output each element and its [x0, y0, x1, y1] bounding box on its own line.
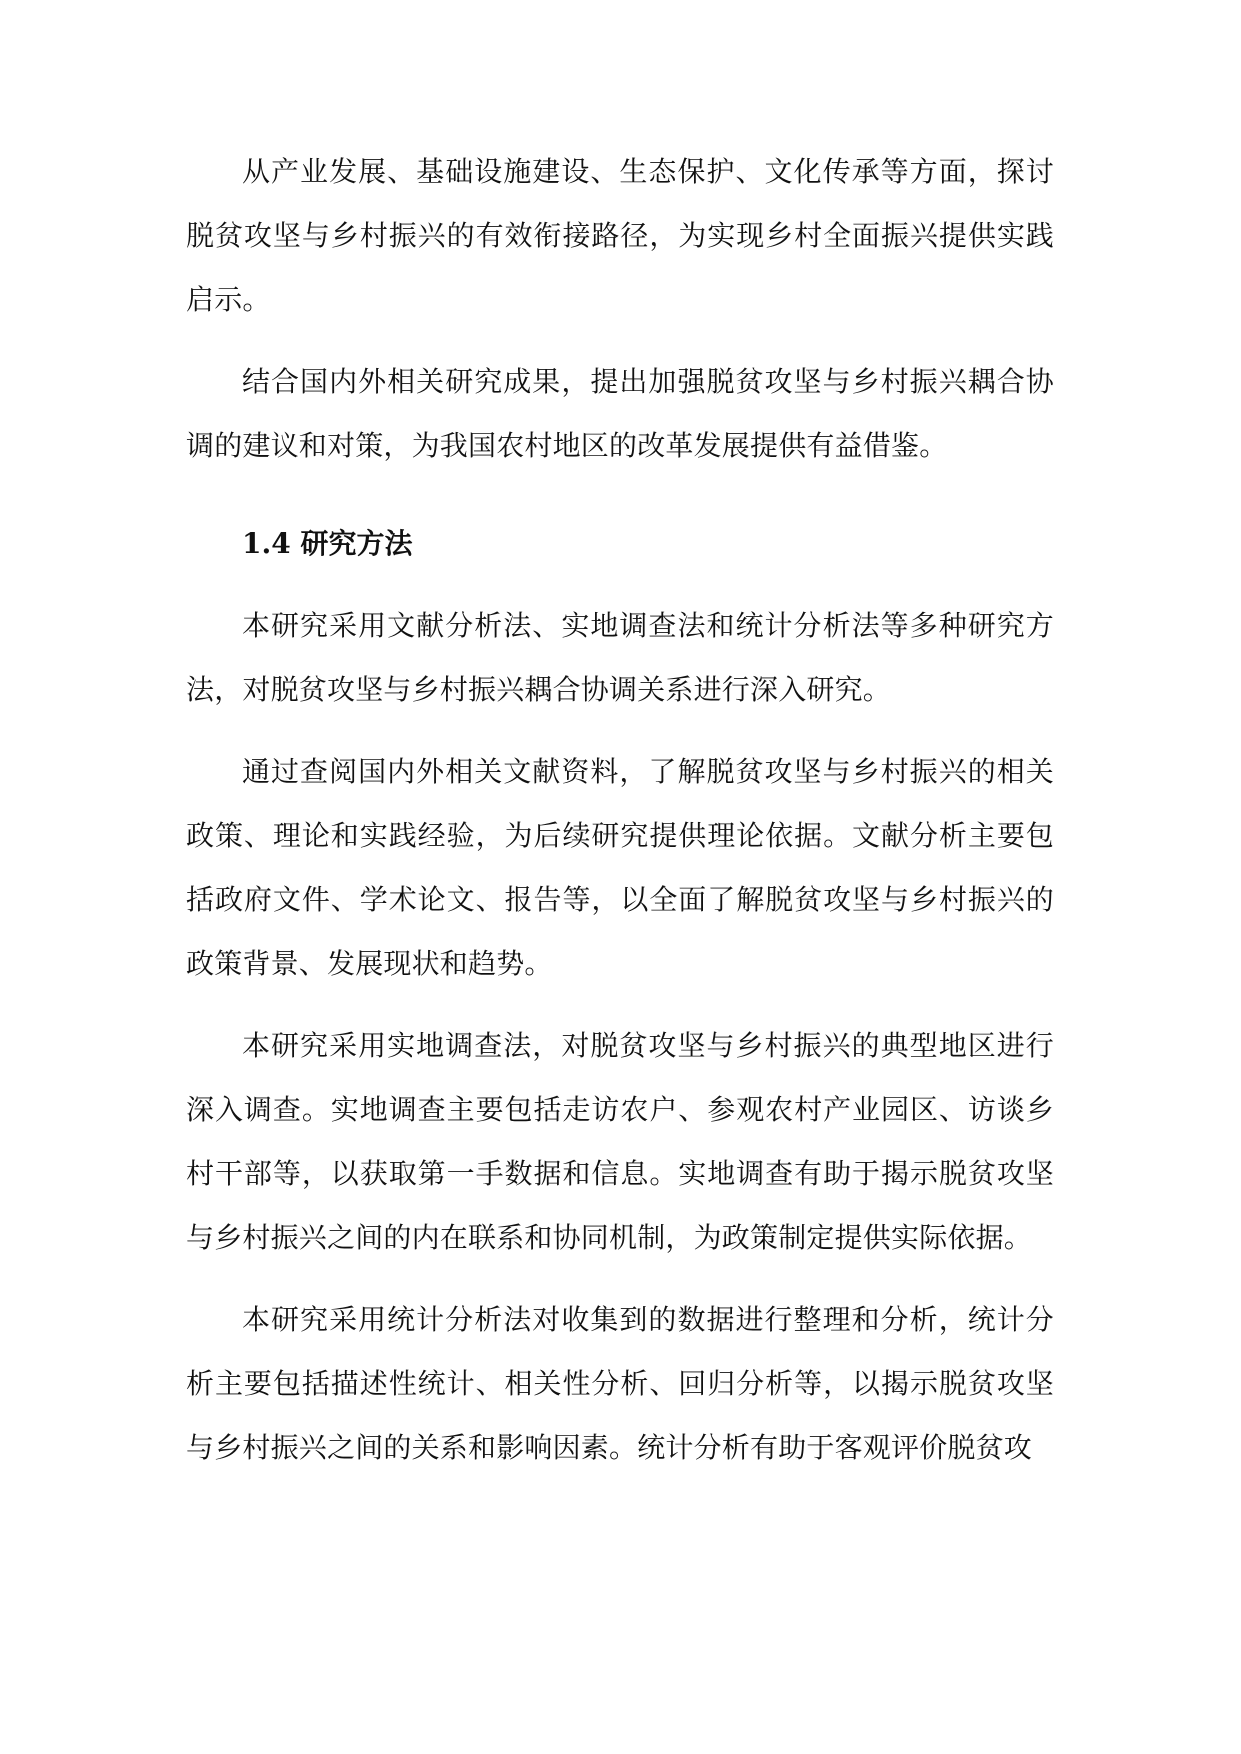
- paragraph-spacer: [186, 1270, 1054, 1288]
- method-paragraph-2: 通过查阅国内外相关文献资料，了解脱贫攻坚与乡村振兴的相关政策、理论和实践经验，为后续研究提供理论依据。文献分析主要包括政府文件、学术论文、报告等，以全面了解脱贫攻坚与乡村振兴的政策背景、发展现状和趋势。: [186, 755, 1054, 980]
- document-content: [186, 140, 1054, 1480]
- paragraph-spacer: [186, 576, 1054, 594]
- section-spacer: [186, 478, 1054, 512]
- paragraph-spacer: [186, 996, 1054, 1014]
- paragraph-spacer: [186, 332, 1054, 350]
- section-heading: 1.4 研究方法: [242, 527, 413, 560]
- paragraph-intro-2: 结合国内外相关研究成果，提出加强脱贫攻坚与乡村振兴耦合协调的建议和对策，为我国农村地区的改革发展提供有益借鉴。: [186, 365, 1054, 462]
- method-paragraph-4: 本研究采用统计分析法对收集到的数据进行整理和分析，统计分析主要包括描述性统计、相关性分析、回归分析等，以揭示脱贫攻坚与乡村振兴之间的关系和影响因素。统计分析有助于客观评价脱贫攻: [186, 1303, 1054, 1464]
- method-paragraph-1: 本研究采用文献分析法、实地调查法和统计分析法等多种研究方法，对脱贫攻坚与乡村振兴耦合协调关系进行深入研究。: [186, 609, 1054, 706]
- paragraph-intro-1: 从产业发展、基础设施建设、生态保护、文化传承等方面，探讨脱贫攻坚与乡村振兴的有效衔接路径，为实现乡村全面振兴提供实践启示。: [186, 155, 1054, 316]
- paragraph-spacer: [186, 722, 1054, 740]
- method-paragraph-3: 本研究采用实地调查法，对脱贫攻坚与乡村振兴的典型地区进行深入调查。实地调查主要包括走访农户、参观农村产业园区、访谈乡村干部等，以获取第一手数据和信息。实地调查有助于揭示脱贫攻坚与乡村振兴之间的内在联系和协同机制，为政策制定提供实际依据。: [186, 1029, 1054, 1254]
